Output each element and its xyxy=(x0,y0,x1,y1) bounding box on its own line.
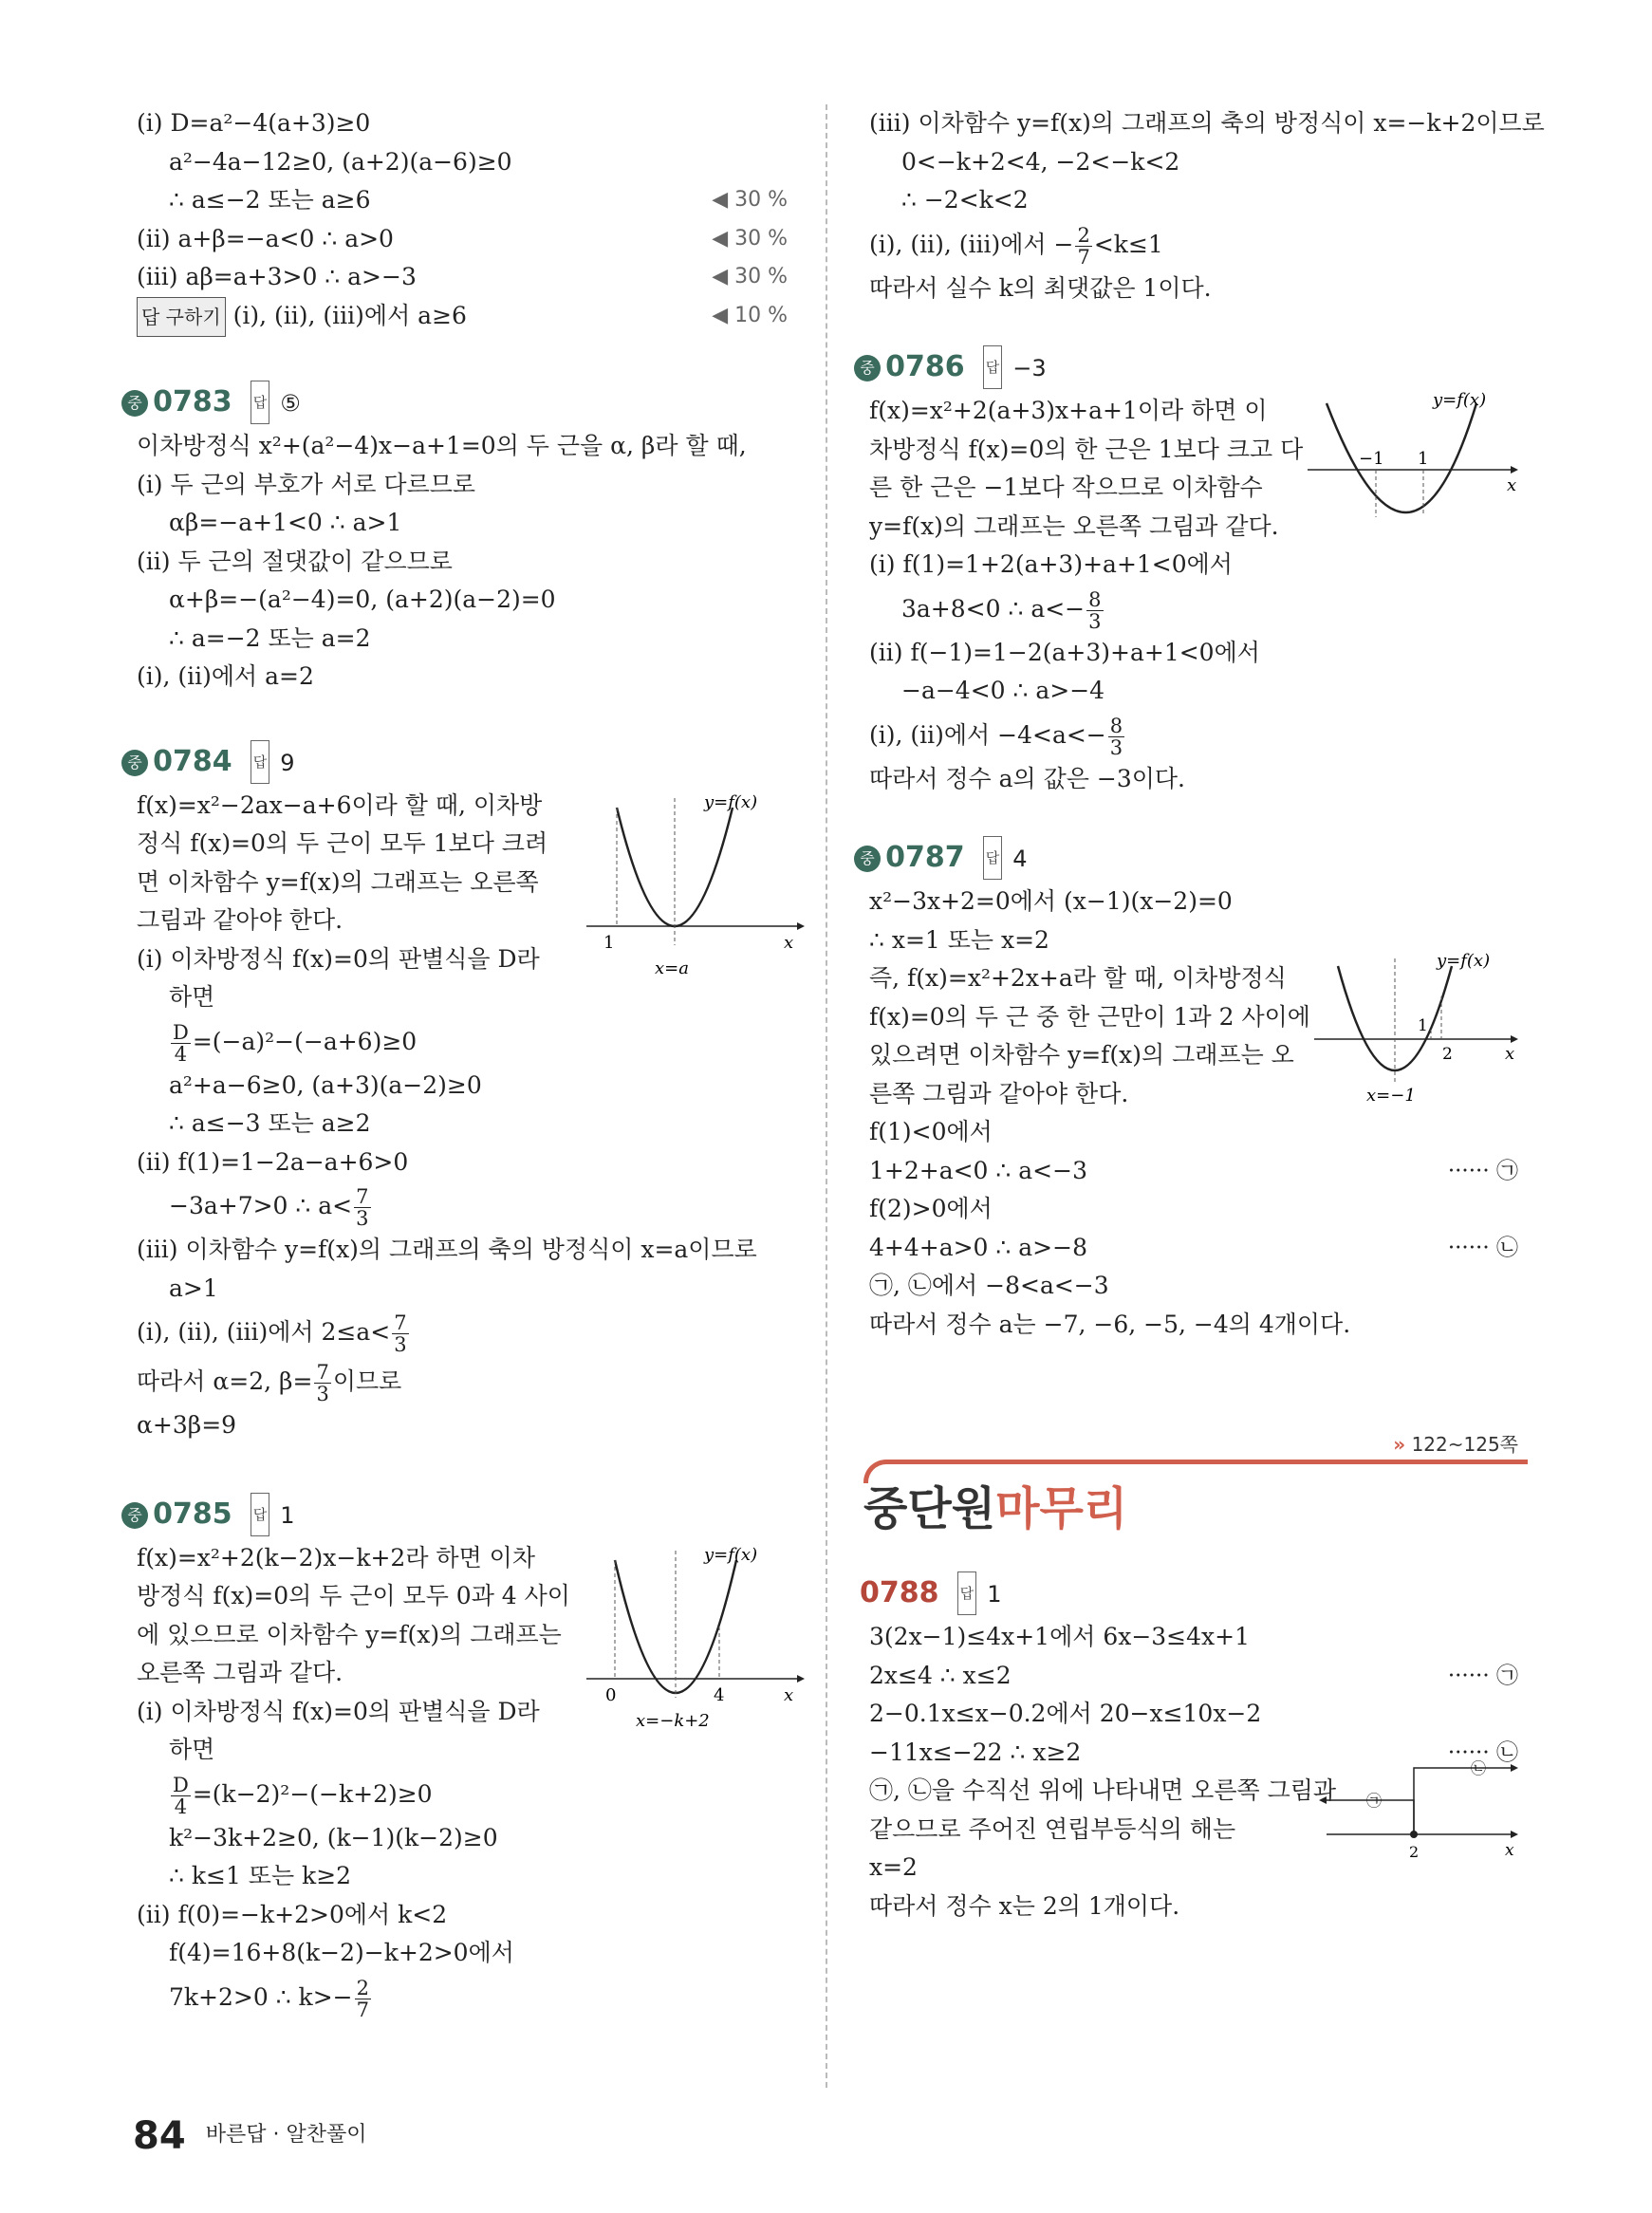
column-divider xyxy=(826,104,827,2088)
answer-value: −3 xyxy=(1012,355,1047,381)
score-percent: ◀ 30 % xyxy=(712,265,788,288)
solution-line: (ⅰ), (ⅱ)에서 a=2 xyxy=(137,662,314,690)
graph-tick-0: 0 xyxy=(605,1684,617,1705)
graph-xlabel: x xyxy=(1507,475,1517,495)
fraction-line: 7k+2>0 ∴ k>− $\frac{2}{7}$ xyxy=(169,1976,369,2021)
solution-line: 있으려면 이차함수 y=f(x)의 그래프는 오 xyxy=(869,1041,1294,1069)
solution-line: 같으므로 주어진 연립부등식의 해는 xyxy=(869,1814,1236,1843)
graph-axis-label: x=−k+2 xyxy=(636,1710,710,1731)
graph-tick-1: 1 xyxy=(603,932,615,953)
solution-line: (ⅰ) D=a²−4(a+3)≥0 xyxy=(137,109,371,137)
fraction-line: 따라서 α=2, β= $\frac{7}{3}$ 이므로 xyxy=(137,1361,402,1405)
solution-line: α+β=−(a²−4)=0, (a+2)(a−2)=0 xyxy=(169,586,556,613)
solution-line: 정식 f(x)=0의 두 근이 모두 1보다 크려 xyxy=(137,829,548,857)
solution-line: ∴ x=1 또는 x=2 xyxy=(869,925,1049,954)
solution-line: 하면 xyxy=(169,983,215,1011)
problem-0783-header xyxy=(121,381,797,427)
fraction-line: (ⅰ), (ⅱ), (ⅲ)에서 − $\frac{2}{7}$ <k≤1 xyxy=(869,223,1163,269)
equation-tag: ······ ㉠ xyxy=(1447,1663,1518,1688)
problem-0788-header xyxy=(854,1571,1528,1618)
solution-line: (ⅲ) aβ=a+3>0 ∴ a>−3 ◀ 30 % xyxy=(121,258,797,297)
solution-line: 3(2x−1)≤4x+1에서 6x−3≤4x+1 xyxy=(869,1623,1250,1650)
fraction-line: −3a+7>0 ∴ a< $\frac{7}{3}$ xyxy=(169,1185,369,1230)
solution-line: a>1 xyxy=(169,1274,218,1302)
solution-line: 1+2+a<0 ∴ a<−3 ······ ㉠ xyxy=(854,1152,1528,1191)
problem-number: 0788 xyxy=(860,1576,939,1609)
left-column xyxy=(121,104,797,2022)
section-header xyxy=(854,1429,1528,1562)
footer xyxy=(133,2114,367,2158)
page-number: 84 xyxy=(133,2114,186,2158)
solution-lines xyxy=(854,883,1528,1344)
solution-lines xyxy=(121,1231,797,1308)
graph-xlabel: x xyxy=(784,932,794,953)
solution-lines xyxy=(121,1819,797,1973)
continued-solution xyxy=(854,104,1545,220)
section-title: 중단원마무리 xyxy=(863,1482,1128,1535)
difficulty-badge: 중 xyxy=(854,355,881,381)
solution-line: y=f(x)의 그래프는 오른쪽 그림과 같다. xyxy=(869,511,1279,540)
graph-axis-label: x=a xyxy=(655,958,689,978)
solution-line: (ⅱ) f(0)=−k+2>0에서 k<2 xyxy=(137,1900,448,1928)
solution-line: 면 이차함수 y=f(x)의 그래프는 오른쪽 xyxy=(137,867,539,896)
solution-line: ∴ a≤−2 또는 a≥6 ◀ 30 % xyxy=(121,181,797,220)
solution-line: (ⅰ) 이차방정식 f(x)=0의 판별식을 D라 xyxy=(137,944,540,973)
solution-line: ∴ a≤−3 또는 a≥2 xyxy=(169,1109,371,1137)
solution-line: f(x)=x²−2ax−a+6이라 할 때, 이차방 xyxy=(137,790,543,819)
solution-lines xyxy=(121,1539,797,1770)
page-range: » 122~125쪽 xyxy=(1393,1433,1518,1456)
solution-line: (ⅱ) a+β=−a<0 ∴ a>0 ◀ 30 % xyxy=(121,220,797,259)
solution-line: 이차방정식 x²+(a²−4)x−a+1=0의 두 근을 α, β라 할 때, xyxy=(137,432,747,459)
solution-line: (ⅱ) 두 근의 절댓값이 같으므로 xyxy=(137,547,453,575)
fraction-line: (ⅰ), (ⅱ)에서 −4<a<− $\frac{8}{3}$ xyxy=(869,714,1123,759)
graph-xlabel: x xyxy=(784,1684,794,1705)
score-percent: ◀ 10 % xyxy=(712,303,788,327)
solution-line: 따라서 정수 a는 −7, −6, −5, −4의 4개이다. xyxy=(869,1310,1351,1338)
equation-tag: ······ ㉠ xyxy=(1447,1158,1518,1183)
solution-line: 방정식 f(x)=0의 두 근이 모두 0과 4 사이 xyxy=(137,1582,570,1609)
fraction-line: $\frac{D}{4}$ =(−a)²−(−a+6)≥0 xyxy=(173,1020,418,1066)
problem-number: 0785 xyxy=(153,1497,232,1531)
fraction-line: $\frac{D}{4}$ =(k−2)²−(−k+2)≥0 xyxy=(173,1773,433,1818)
solution-line: (ⅰ) 이차방정식 f(x)=0의 판별식을 D라 xyxy=(137,1697,540,1725)
continued-solution xyxy=(121,104,797,337)
solution-line: x²−3x+2=0에서 (x−1)(x−2)=0 xyxy=(869,887,1233,915)
answer-label: 답 xyxy=(251,1493,270,1536)
graph-tick-1: 1 xyxy=(1418,449,1429,469)
conclusion: 따라서 실수 k의 최댓값은 1이다. xyxy=(869,273,1212,302)
solution-lines xyxy=(121,787,797,1017)
answer-step-box: 답 구하기 xyxy=(137,297,226,338)
solution-line: ∴ k≤1 또는 k≥2 xyxy=(169,1862,352,1889)
problem-0786-solution xyxy=(854,392,1528,798)
problem-0788-solution xyxy=(854,1618,1528,1925)
answer-label: 답 xyxy=(983,345,1003,389)
solution-lines xyxy=(854,392,1528,585)
score-percent: ◀ 30 % xyxy=(712,188,788,212)
problem-0785-solution xyxy=(121,1539,797,2022)
graph-ylabel: y=f(x) xyxy=(704,1544,758,1565)
graph-tick-4: 4 xyxy=(714,1684,725,1705)
equation-tag: ······ ㉡ xyxy=(1447,1739,1518,1765)
tick-2: 2 xyxy=(1409,1843,1420,1861)
equation-tag: ······ ㉡ xyxy=(1447,1235,1518,1260)
answer-label: 답 xyxy=(983,836,1003,880)
solution-line: 차방정식 f(x)=0의 한 근은 1보다 크고 다 xyxy=(869,435,1304,463)
solution-line: f(x)=0의 두 근 중 한 근만이 1과 2 사이에 xyxy=(869,1002,1310,1031)
solution-line: (ⅲ) 이차함수 y=f(x)의 그래프의 축의 방정식이 x=−k+2이므로 xyxy=(869,109,1545,137)
answer-value: 1 xyxy=(987,1581,1002,1608)
solution-line: (ⅱ) f(1)=1−2a−a+6>0 xyxy=(137,1147,409,1176)
solution-line: 따라서 정수 x는 2의 1개이다. xyxy=(869,1891,1180,1920)
solution-line: k²−3k+2≥0, (k−1)(k−2)≥0 xyxy=(169,1823,498,1851)
solution-line: f(x)=x²+2(a+3)x+a+1이라 하면 이 xyxy=(869,397,1268,424)
xlabel: x xyxy=(1505,1841,1514,1860)
problem-0783-solution xyxy=(121,427,797,697)
graph-tick-m1: −1 xyxy=(1359,449,1384,469)
graph-axis-label: x=−1 xyxy=(1366,1086,1416,1106)
answer-value: 1 xyxy=(280,1501,295,1529)
conclusion: 따라서 정수 a의 값은 −3이다. xyxy=(869,764,1185,792)
answer-label: 답 xyxy=(957,1571,977,1615)
solution-lines xyxy=(854,634,1528,711)
book-title: 바른답 · 알찬풀이 xyxy=(205,2123,367,2147)
label-1: ㉠ xyxy=(1366,1792,1383,1810)
solution-line: 에 있으므로 이차함수 y=f(x)의 그래프는 xyxy=(137,1620,562,1648)
difficulty-badge: 중 xyxy=(854,846,881,872)
solution-line: 0<−k+2<4, −2<−k<2 xyxy=(901,147,1180,176)
solution-line: a²+a−6≥0, (a+3)(a−2)≥0 xyxy=(169,1070,482,1099)
solution-line: f(x)=x²+2(k−2)x−k+2라 하면 이차 xyxy=(137,1543,535,1571)
problem-0787-solution xyxy=(854,883,1528,1344)
solution-line: ∴ −2<k<2 xyxy=(901,186,1029,214)
solution-line: x=2 xyxy=(869,1853,918,1881)
solution-line: f(1)<0에서 xyxy=(869,1118,993,1145)
problem-number: 0787 xyxy=(885,841,965,874)
solution-line: 4+4+a>0 ∴ a>−8 ······ ㉡ xyxy=(854,1229,1528,1268)
solution-line: a²−4a−12≥0, (a+2)(a−6)≥0 xyxy=(169,147,512,176)
solution-line: ∴ a=−2 또는 a=2 xyxy=(169,623,371,652)
difficulty-badge: 중 xyxy=(121,390,148,417)
solution-line: 2x≤4 ∴ x≤2 ······ ㉠ xyxy=(854,1657,1528,1696)
solution-line: 른 한 근은 −1보다 작으므로 이차함수 xyxy=(869,474,1263,501)
solution-line: f(2)>0에서 xyxy=(869,1195,993,1222)
graph-ylabel: y=f(x) xyxy=(704,791,758,812)
problem-0784-solution xyxy=(121,787,797,1445)
solution-lines xyxy=(854,1618,1528,1925)
solution-line: f(4)=16+8(k−2)−k+2>0에서 xyxy=(169,1939,514,1966)
label-2: ㉡ xyxy=(1471,1760,1487,1777)
final-line: α+3β=9 xyxy=(137,1411,237,1439)
solution-line: 오른쪽 그림과 같다. xyxy=(137,1659,343,1686)
difficulty-badge: 중 xyxy=(121,750,148,776)
difficulty-badge: 중 xyxy=(121,1502,148,1529)
answer-value: 9 xyxy=(280,749,295,776)
solution-line: −a−4<0 ∴ a>−4 xyxy=(901,677,1105,704)
fraction-line: 3a+8<0 ∴ a<− $\frac{8}{3}$ xyxy=(901,587,1102,633)
answer-label: 답 xyxy=(251,381,270,424)
solution-line: −11x≤−22 ∴ x≥2 ······ ㉡ xyxy=(854,1734,1528,1773)
solution-line: 즉, f(x)=x²+2x+a라 할 때, 이차방정식 xyxy=(869,964,1287,992)
solution-line: 답 구하기 (ⅰ), (ⅱ), (ⅲ)에서 a≥6 ◀ 10 % xyxy=(121,297,797,338)
solution-line: αβ=−a+1<0 ∴ a>1 xyxy=(169,509,402,536)
solution-line: (ⅲ) 이차함수 y=f(x)의 그래프의 축의 방정식이 x=a이므로 xyxy=(137,1236,757,1263)
problem-number: 0786 xyxy=(885,350,965,383)
solution-lines xyxy=(121,1067,797,1182)
answer-value: ⑤ xyxy=(280,390,301,417)
solution-line: (ⅰ) f(1)=1+2(a+3)+a+1<0에서 xyxy=(869,550,1233,578)
solution-line: 하면 xyxy=(169,1736,215,1763)
problem-0787-header xyxy=(854,836,1528,883)
solution-line: ㉠, ㉡에서 −8<a<−3 xyxy=(869,1272,1109,1299)
score-percent: ◀ 30 % xyxy=(712,226,788,251)
graph-tick-1: 1 xyxy=(1418,1016,1428,1035)
solution-line: 2−0.1x≤x−0.2에서 20−x≤10x−2 xyxy=(869,1700,1262,1727)
solution-line: (ⅰ) 두 근의 부호가 서로 다르므로 xyxy=(137,470,476,498)
solution-line: 그림과 같아야 한다. xyxy=(137,906,343,934)
solution-line: 른쪽 그림과 같아야 한다. xyxy=(869,1079,1129,1107)
answer-value: 4 xyxy=(1012,846,1028,872)
solution-line: (ⅱ) f(−1)=1−2(a+3)+a+1<0에서 xyxy=(869,638,1260,666)
problem-number: 0784 xyxy=(153,744,232,778)
answer-label: 답 xyxy=(251,740,270,784)
graph-ylabel: y=f(x) xyxy=(1433,390,1487,410)
graph-ylabel: y=f(x) xyxy=(1437,951,1491,971)
fraction-line: (ⅰ), (ⅱ), (ⅲ)에서 2≤a< $\frac{7}{3}$ xyxy=(137,1311,407,1356)
graph-tick-2: 2 xyxy=(1442,1045,1453,1064)
graph-xlabel: x xyxy=(1505,1044,1515,1064)
solution-line: ㉠, ㉡을 수직선 위에 나타내면 오른쪽 그림과 xyxy=(869,1776,1337,1804)
right-column xyxy=(854,104,1545,1925)
problem-number: 0783 xyxy=(153,385,232,418)
